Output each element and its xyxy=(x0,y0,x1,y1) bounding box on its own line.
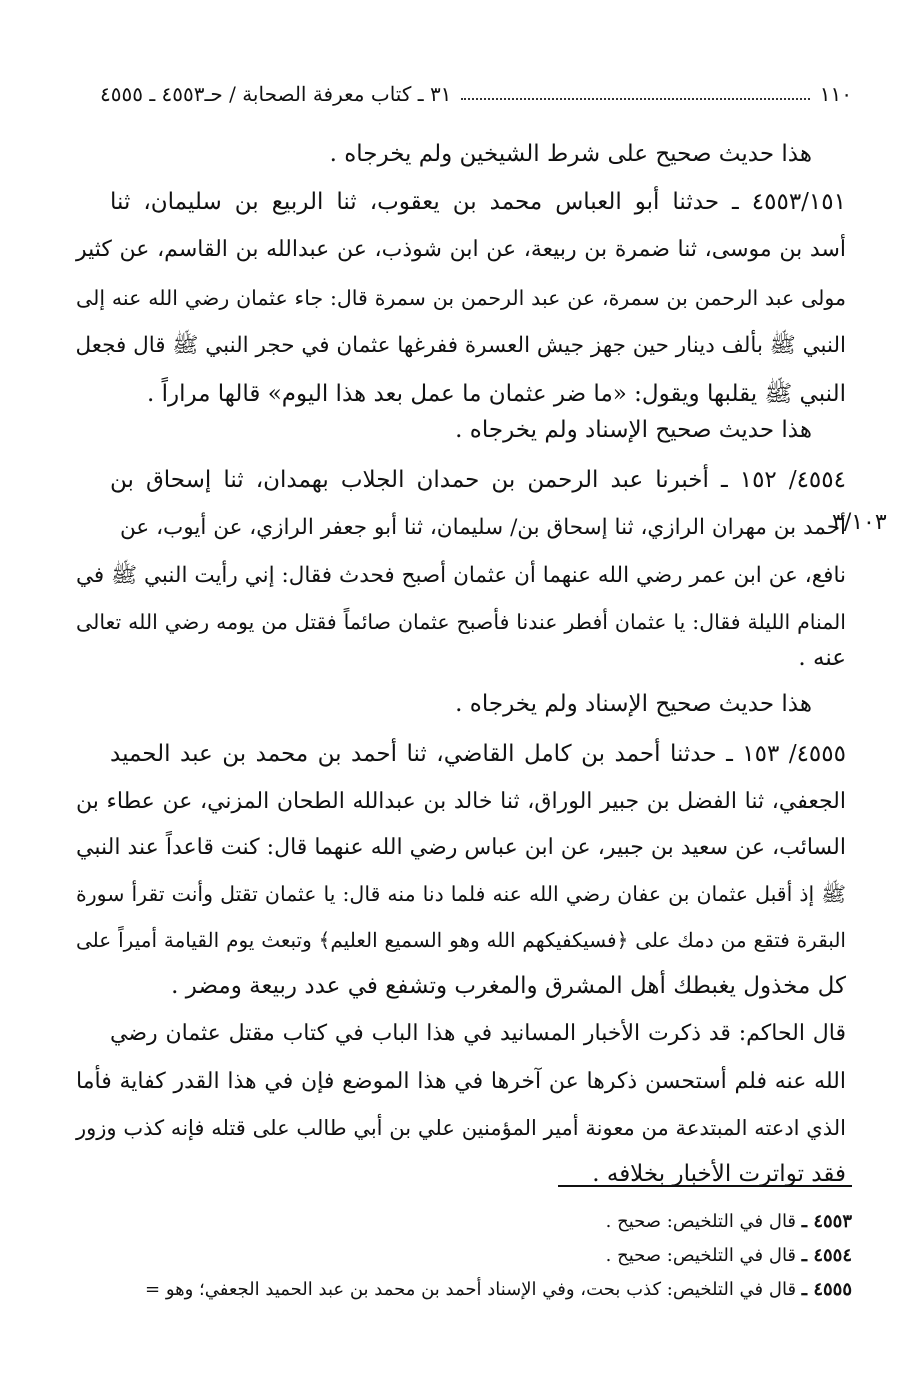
hakim-comment-line-2: الله عنه فلم أستحسن ذكرها عن آخرها في هذا الموضع فإن في هذا القدر كفاية فأما xyxy=(76,1069,846,1094)
hadith-4553-line-4: النبي ﷺ بألف دينار حين جهز جيش العسرة ففرغها عثمان في حجر النبي ﷺ قال فجعل xyxy=(75,333,846,358)
footnote-number: ٤٥٥٥ ـ xyxy=(801,1279,852,1300)
footnote-4554 xyxy=(606,1242,852,1270)
hadith-4555-line-1: ٤٥٥٥/ ١٥٣ ـ حدثنا أحمد بن كامل القاضي، ثنا أحمد بن محمد بن عبد الحميد xyxy=(110,741,846,767)
footnote-text: قال في التلخيص: كذب بحت، وفي الإسناد أحمد بن محمد بن عبد الحميد الجعفي؛ وهو = xyxy=(145,1279,797,1300)
footnote-4555 xyxy=(145,1276,852,1304)
footnote-4553 xyxy=(606,1208,852,1236)
running-header xyxy=(100,74,852,114)
hadith-4555-line-6: كل مخذول يغبطك أهل المشرق والمغرب وتشفع في عدد ربيعة ومضر . xyxy=(171,973,846,999)
hadith-4553-line-5: النبي ﷺ يقلبها ويقول: «ما ضر عثمان ما عمل بعد هذا اليوم» قالها مراراً . xyxy=(146,381,846,407)
hadith-4555-line-3: السائب، عن سعيد بن جبير، عن ابن عباس رضي الله عنهما قال: كنت قاعداً عند النبي xyxy=(76,835,846,860)
footnote-text: قال في التلخيص: صحيح . xyxy=(605,1211,797,1232)
hadith-4554-line-2: أحمد بن مهران الرازي، ثنا إسحاق بن/ سليمان، ثنا أبو جعفر الرازي، عن أيوب، عن xyxy=(120,515,846,540)
footnote-number: ٤٥٥٤ ـ xyxy=(801,1245,852,1266)
hadith-4555-line-2: الجعفي، ثنا الفضل بن جبير الوراق، ثنا خالد بن عبدالله الطحان المزني، عن عطاء بن xyxy=(76,789,846,814)
hadith-4553-line-3: مولى عبد الرحمن بن سمرة، عن عبد الرحمن بن سمرة قال: جاء عثمان رضي الله عنه إلى xyxy=(76,286,846,310)
hadith-4555-line-5: البقرة فتقع من دمك على ﴿فسيكفيكهم الله وهو السميع العليم﴾ وتبعث يوم القيامة أميراً على xyxy=(76,928,846,952)
hadith-4554-line-5: عنه . xyxy=(798,645,846,671)
hakim-comment-line-3: الذي ادعته المبتدعة من معونة أمير المؤمنين علي بن أبي طالب على قتله فإنه كذب وزور xyxy=(76,1116,846,1140)
hadith-4554-line-1: ٤٥٥٤/ ١٥٢ ـ أخبرنا عبد الرحمن بن حمدان الجلاب بهمدان، ثنا إسحاق بن xyxy=(110,467,846,493)
verdict-line-1: هذا حديث صحيح على شرط الشيخين ولم يخرجاه . xyxy=(329,141,812,167)
margin-volume-page-ref: ٣/١٠٣ xyxy=(832,510,887,535)
verdict-line-2: هذا حديث صحيح الإسناد ولم يخرجاه . xyxy=(455,417,812,443)
footnote-separator xyxy=(558,1185,852,1187)
hadith-4553-line-2: أسد بن موسى، ثنا ضمرة بن ربيعة، عن ابن شوذب، عن عبدالله بن القاسم، عن كثير xyxy=(76,237,846,262)
footnote-number: ٤٥٥٣ ـ xyxy=(801,1211,852,1232)
hadith-4554-line-4: المنام الليلة فقال: يا عثمان أفطر عندنا فأصبح عثمان صائماً فقتل من يومه رضي الله تعالى xyxy=(76,610,846,634)
hadith-4553-line-1: ٤٥٥٣/١٥١ ـ حدثنا أبو العباس محمد بن يعقوب، ثنا الربيع بن سليمان، ثنا xyxy=(110,189,846,215)
hadith-4554-line-3: نافع، عن ابن عمر رضي الله عنهما أن عثمان أصبح فحدث فقال: إني رأيت النبي ﷺ في xyxy=(76,563,846,588)
running-title: ٣١ ـ كتاب معرفة الصحابة / حـ٤٥٥٣ ـ ٤٥٥٥ xyxy=(100,82,452,106)
footnote-text: قال في التلخيص: صحيح . xyxy=(605,1245,797,1266)
hadith-4555-line-4: ﷺ إذ أقبل عثمان بن عفان رضي الله عنه فلما دنا منه قال: يا عثمان تقتل وأنت تقرأ سورة xyxy=(76,882,846,906)
hakim-comment-line-4: فقد تواترت الأخبار بخلافه . xyxy=(592,1161,846,1187)
hakim-comment-line-1: قال الحاكم: قد ذكرت الأخبار المسانيد في هذا الباب في كتاب مقتل عثمان رضي xyxy=(110,1021,846,1046)
verdict-line-3: هذا حديث صحيح الإسناد ولم يخرجاه . xyxy=(455,691,812,717)
page-number: ١١٠ xyxy=(819,82,852,106)
header-dot-leader xyxy=(461,88,809,100)
